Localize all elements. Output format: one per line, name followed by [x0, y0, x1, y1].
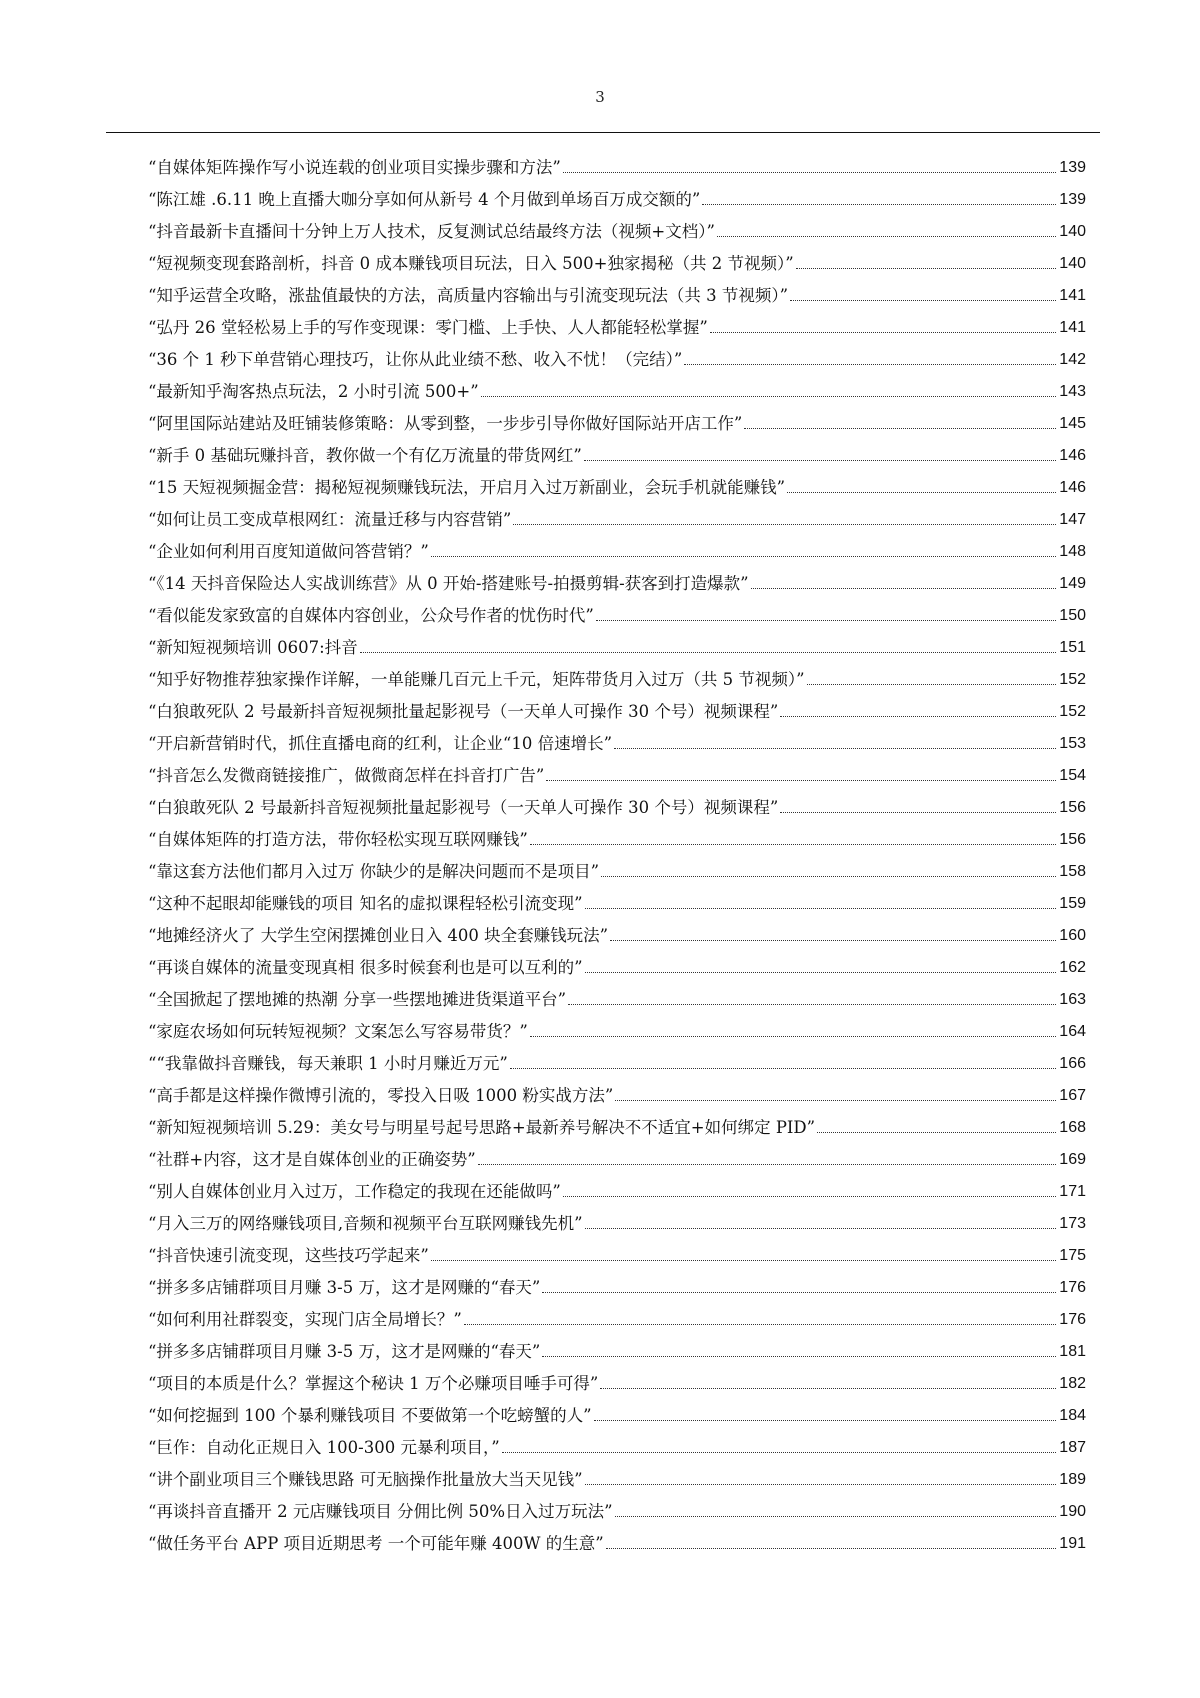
toc-entry-title: “项目的本质是什么？掌握这个秘诀 1 万个必赚项目唾手可得” [148, 1374, 599, 1393]
toc-entry-page-number: 166 [1059, 1055, 1086, 1072]
toc-dot-leader [615, 1100, 1056, 1101]
toc-entry-page-number: 189 [1059, 1471, 1086, 1488]
toc-entry[interactable] [148, 1107, 1086, 1139]
toc-entry[interactable] [148, 1203, 1086, 1235]
toc-entry-title: “自媒体矩阵操作写小说连载的创业项目实操步骤和方法” [148, 158, 561, 177]
toc-entry[interactable] [148, 339, 1086, 371]
toc-dot-leader [780, 812, 1056, 813]
toc-entry-title: “《14 天抖音保险达人实战训练营》从 0 开始-搭建账号-拍摄剪辑-获客到打造爆款” [148, 574, 749, 593]
toc-entry[interactable] [148, 147, 1086, 179]
toc-entry-title: “抖音快速引流变现，这些技巧学起来” [148, 1246, 429, 1265]
toc-entry[interactable] [148, 563, 1086, 595]
toc-dot-leader [751, 588, 1056, 589]
toc-entry-title: “最新知乎淘客热点玩法，2 小时引流 500+” [148, 382, 479, 401]
toc-dot-leader [790, 300, 1056, 301]
toc-entry[interactable] [148, 1459, 1086, 1491]
toc-entry-title: “如何利用社群裂变，实现门店全局增长？” [148, 1310, 462, 1329]
toc-entry[interactable] [148, 307, 1086, 339]
toc-entry-title: “弘丹 26 堂轻松易上手的写作变现课：零门槛、上手快、人人都能轻松掌握” [148, 318, 708, 337]
toc-entry-title: “地摊经济火了 大学生空闲摆摊创业日入 400 块全套赚钱玩法” [148, 926, 609, 945]
toc-entry-page-number: 141 [1059, 287, 1086, 304]
toc-entry-page-number: 173 [1059, 1215, 1086, 1232]
toc-dot-leader [807, 684, 1056, 685]
toc-entry[interactable] [148, 1395, 1086, 1427]
toc-entry-title: “靠这套方法他们都月入过万 你缺少的是解决问题而不是项目” [148, 862, 600, 881]
toc-entry[interactable] [148, 1075, 1086, 1107]
toc-dot-leader [431, 1260, 1056, 1261]
toc-entry-title: “白狼敢死队 2 号最新抖音短视频批量起影视号（一天单人可操作 30 个号）视频课程” [148, 798, 779, 817]
toc-entry-title: “新知短视频培训 5.29：美女号与明星号起号思路+最新养号解决不不适宜+如何绑定 PID” [148, 1118, 816, 1137]
toc-dot-leader [780, 716, 1056, 717]
toc-entry[interactable] [148, 787, 1086, 819]
toc-entry-page-number: 159 [1059, 895, 1086, 912]
toc-entry-page-number: 148 [1059, 543, 1086, 560]
toc-dot-leader [464, 1324, 1056, 1325]
toc-entry[interactable] [148, 755, 1086, 787]
toc-entry-title: “短视频变现套路剖析，抖音 0 成本赚钱项目玩法，日入 500+独家揭秘（共 2 节视频）” [148, 254, 794, 273]
toc-dot-leader [710, 332, 1056, 333]
toc-entry-page-number: 163 [1059, 991, 1086, 1008]
toc-dot-leader [594, 1420, 1056, 1421]
toc-entry[interactable] [148, 915, 1086, 947]
toc-dot-leader [481, 396, 1056, 397]
toc-entry-page-number: 158 [1059, 863, 1086, 880]
toc-dot-leader [817, 1132, 1056, 1133]
toc-entry-page-number: 153 [1059, 735, 1086, 752]
toc-dot-leader [596, 620, 1056, 621]
toc-entry-title: “别人自媒体创业月入过万，工作稳定的我现在还能做吗” [148, 1182, 561, 1201]
toc-dot-leader [510, 1068, 1056, 1069]
toc-entry-title: “如何让员工变成草根网红：流量迁移与内容营销” [148, 510, 512, 529]
toc-entry-page-number: 156 [1059, 831, 1086, 848]
toc-dot-leader [610, 940, 1056, 941]
toc-dot-leader [684, 364, 1056, 365]
toc-entry-page-number: 187 [1059, 1439, 1086, 1456]
toc-entry-title: “白狼敢死队 2 号最新抖音短视频批量起影视号（一天单人可操作 30 个号）视频课程” [148, 702, 779, 721]
toc-dot-leader [787, 492, 1056, 493]
toc-entry-page-number: 164 [1059, 1023, 1086, 1040]
toc-entry-page-number: 140 [1059, 255, 1086, 272]
toc-entry-page-number: 142 [1059, 351, 1086, 368]
toc-entry[interactable] [148, 1427, 1086, 1459]
toc-entry[interactable] [148, 723, 1086, 755]
toc-entry-title: ““我靠做抖音赚钱，每天兼职 1 小时月赚近万元” [148, 1054, 508, 1073]
toc-entry-title: “再谈抖音直播开 2 元店赚钱项目 分佣比例 50%日入过万玩法” [148, 1502, 613, 1521]
toc-entry[interactable] [148, 819, 1086, 851]
toc-entry[interactable] [148, 371, 1086, 403]
toc-dot-leader [614, 748, 1056, 749]
toc-dot-leader [702, 204, 1056, 205]
toc-dot-leader [530, 1036, 1056, 1037]
toc-dot-leader [606, 1548, 1056, 1549]
toc-entry[interactable] [148, 1043, 1086, 1075]
toc-entry-page-number: 149 [1059, 575, 1086, 592]
toc-dot-leader [584, 460, 1056, 461]
toc-entry-page-number: 171 [1059, 1183, 1086, 1200]
table-of-contents [148, 147, 1086, 1555]
toc-entry-title: “家庭农场如何玩转短视频？文案怎么写容易带货？” [148, 1022, 528, 1041]
toc-entry-title: “36 个 1 秒下单营销心理技巧，让你从此业绩不愁、收入不忧！（完结）” [148, 350, 683, 369]
toc-dot-leader [585, 908, 1056, 909]
toc-entry[interactable] [148, 851, 1086, 883]
toc-entry[interactable] [148, 627, 1086, 659]
toc-entry-page-number: 182 [1059, 1375, 1086, 1392]
toc-entry-page-number: 175 [1059, 1247, 1086, 1264]
toc-entry-page-number: 169 [1059, 1151, 1086, 1168]
toc-entry-page-number: 146 [1059, 447, 1086, 464]
toc-entry-page-number: 176 [1059, 1279, 1086, 1296]
toc-entry-page-number: 167 [1059, 1087, 1086, 1104]
toc-entry-page-number: 156 [1059, 799, 1086, 816]
page-header-number: 3 [595, 88, 605, 106]
toc-entry-page-number: 139 [1059, 191, 1086, 208]
toc-entry[interactable] [148, 1363, 1086, 1395]
toc-entry-title: “拼多多店铺群项目月赚 3-5 万，这才是网赚的“春天” [148, 1278, 541, 1297]
toc-entry[interactable] [148, 659, 1086, 691]
toc-entry[interactable] [148, 1267, 1086, 1299]
header-rule [106, 132, 1100, 133]
toc-entry-title: “看似能发家致富的自媒体内容创业，公众号作者的忧伤时代” [148, 606, 594, 625]
toc-entry-title: “全国掀起了摆地摊的热潮 分享一些摆地摊进货渠道平台” [148, 990, 567, 1009]
toc-entry[interactable] [148, 1299, 1086, 1331]
toc-entry[interactable] [148, 1235, 1086, 1267]
toc-dot-leader [717, 236, 1056, 237]
toc-entry-title: “高手都是这样操作微博引流的，零投入日吸 1000 粉实战方法” [148, 1086, 614, 1105]
toc-dot-leader [431, 556, 1056, 557]
toc-entry[interactable] [148, 883, 1086, 915]
toc-entry-page-number: 145 [1059, 415, 1086, 432]
toc-entry-title: “自媒体矩阵的打造方法，带你轻松实现互联网赚钱” [148, 830, 528, 849]
toc-entry-page-number: 152 [1059, 703, 1086, 720]
toc-entry-title: “开启新营销时代，抓住直播电商的红利，让企业“10 倍速增长” [148, 734, 613, 753]
toc-entry[interactable] [148, 243, 1086, 275]
toc-dot-leader [563, 172, 1056, 173]
toc-entry-title: “拼多多店铺群项目月赚 3-5 万，这才是网赚的“春天” [148, 1342, 541, 1361]
toc-entry[interactable] [148, 467, 1086, 499]
toc-dot-leader [615, 1516, 1056, 1517]
toc-entry-title: “阿里国际站建站及旺铺装修策略：从零到整，一步步引导你做好国际站开店工作” [148, 414, 743, 433]
toc-entry[interactable] [148, 531, 1086, 563]
toc-entry[interactable] [148, 1523, 1086, 1555]
toc-entry[interactable] [148, 1139, 1086, 1171]
toc-entry-title: “新手 0 基础玩赚抖音，教你做一个有亿万流量的带货网红” [148, 446, 582, 465]
toc-dot-leader [563, 1196, 1056, 1197]
toc-entry[interactable] [148, 979, 1086, 1011]
toc-dot-leader [600, 1388, 1056, 1389]
toc-entry[interactable] [148, 499, 1086, 531]
toc-entry-title: “新知短视频培训 0607:抖音 [148, 638, 358, 657]
toc-entry-page-number: 140 [1059, 223, 1086, 240]
toc-dot-leader [585, 1228, 1056, 1229]
toc-dot-leader [513, 524, 1056, 525]
toc-entry[interactable] [148, 435, 1086, 467]
toc-dot-leader [601, 876, 1056, 877]
toc-dot-leader [502, 1452, 1056, 1453]
toc-entry-page-number: 176 [1059, 1311, 1086, 1328]
toc-entry-title: “如何挖掘到 100 个暴利赚钱项目 不要做第一个吃螃蟹的人” [148, 1406, 592, 1425]
toc-entry-title: “15 天短视频掘金营：揭秘短视频赚钱玩法，开启月入过万新副业，会玩手机就能赚钱” [148, 478, 786, 497]
toc-entry-title: “做任务平台 APP 项目近期思考 一个可能年赚 400W 的生意” [148, 1534, 604, 1553]
toc-entry-title: “巨作：自动化正规日入 100-300 元暴利项目，” [148, 1438, 500, 1457]
toc-dot-leader [542, 1356, 1056, 1357]
toc-dot-leader [542, 1292, 1056, 1293]
toc-entry-page-number: 150 [1059, 607, 1086, 624]
toc-entry-title: “月入三万的网络赚钱项目,音频和视频平台互联网赚钱先机” [148, 1214, 583, 1233]
toc-entry-page-number: 160 [1059, 927, 1086, 944]
toc-entry[interactable] [148, 947, 1086, 979]
toc-dot-leader [585, 1484, 1056, 1485]
toc-entry-page-number: 184 [1059, 1407, 1086, 1424]
toc-entry-page-number: 143 [1059, 383, 1086, 400]
toc-entry[interactable] [148, 1011, 1086, 1043]
toc-entry-page-number: 141 [1059, 319, 1086, 336]
toc-dot-leader [796, 268, 1056, 269]
toc-entry-title: “抖音怎么发微商链接推广，做微商怎样在抖音打广告” [148, 766, 545, 785]
toc-entry[interactable] [148, 595, 1086, 627]
toc-entry-page-number: 191 [1059, 1535, 1086, 1552]
toc-entry[interactable] [148, 1171, 1086, 1203]
toc-entry-title: “陈江雄 .6.11 晚上直播大咖分享如何从新号 4 个月做到单场百万成交额的” [148, 190, 701, 209]
toc-entry-page-number: 168 [1059, 1119, 1086, 1136]
toc-dot-leader [530, 844, 1056, 845]
toc-dot-leader [478, 1164, 1056, 1165]
toc-entry-title: “知乎运营全攻略，涨盐值最快的方法，高质量内容输出与引流变现玩法（共 3 节视频）” [148, 286, 789, 305]
toc-entry[interactable] [148, 1491, 1086, 1523]
toc-dot-leader [360, 652, 1056, 653]
toc-entry-title: “抖音最新卡直播间十分钟上万人技术，反复测试总结最终方法（视频+文档）” [148, 222, 715, 241]
toc-dot-leader [568, 1004, 1056, 1005]
toc-entry[interactable] [148, 691, 1086, 723]
toc-entry[interactable] [148, 275, 1086, 307]
toc-entry[interactable] [148, 1331, 1086, 1363]
toc-entry-page-number: 154 [1059, 767, 1086, 784]
toc-entry-page-number: 151 [1059, 639, 1086, 656]
toc-entry[interactable] [148, 179, 1086, 211]
toc-entry-title: “企业如何利用百度知道做问答营销？” [148, 542, 429, 561]
toc-dot-leader [744, 428, 1056, 429]
toc-dot-leader [585, 972, 1056, 973]
toc-entry-page-number: 181 [1059, 1343, 1086, 1360]
toc-entry[interactable] [148, 403, 1086, 435]
toc-entry-title: “知乎好物推荐独家操作详解，一单能赚几百元上千元，矩阵带货月入过万（共 5 节视频）” [148, 670, 805, 689]
toc-entry-title: “这种不起眼却能赚钱的项目 知名的虚拟课程轻松引流变现” [148, 894, 583, 913]
toc-entry-title: “社群+内容，这才是自媒体创业的正确姿势” [148, 1150, 476, 1169]
toc-entry-title: “讲个副业项目三个赚钱思路 可无脑操作批量放大当天见钱” [148, 1470, 583, 1489]
toc-entry-page-number: 152 [1059, 671, 1086, 688]
toc-entry-page-number: 139 [1059, 159, 1086, 176]
toc-entry-page-number: 190 [1059, 1503, 1086, 1520]
toc-entry-title: “再谈自媒体的流量变现真相 很多时候套利也是可以互利的” [148, 958, 583, 977]
toc-entry-page-number: 162 [1059, 959, 1086, 976]
toc-entry-page-number: 146 [1059, 479, 1086, 496]
toc-entry[interactable] [148, 211, 1086, 243]
toc-dot-leader [546, 780, 1056, 781]
toc-entry-page-number: 147 [1059, 511, 1086, 528]
